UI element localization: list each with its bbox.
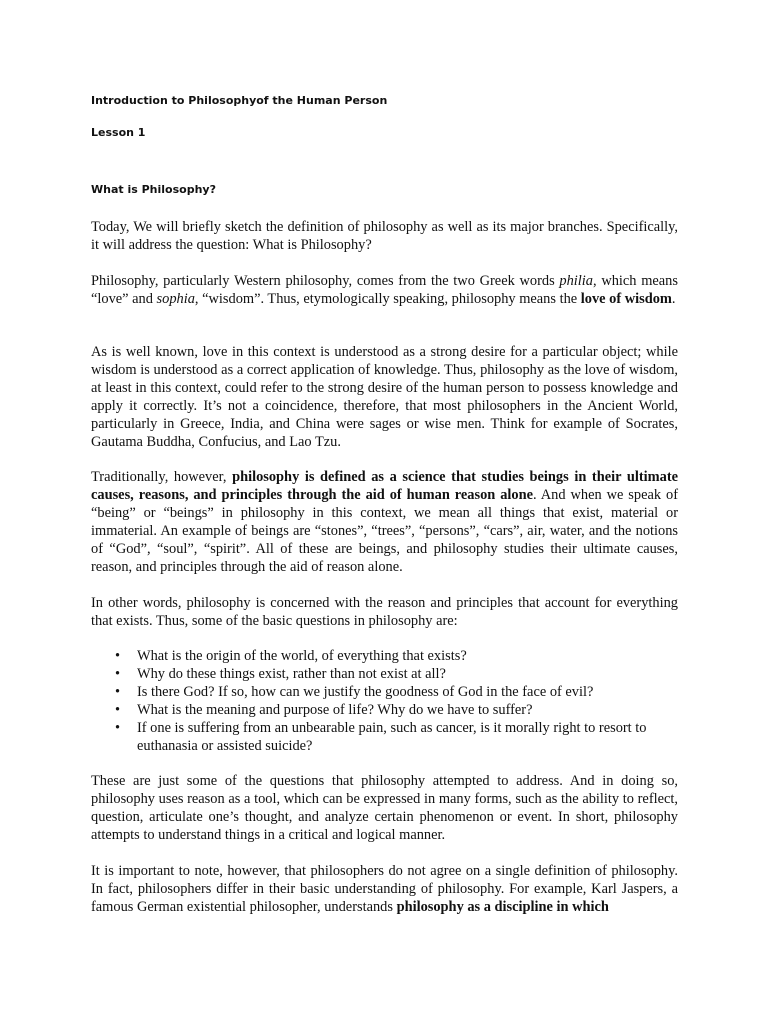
paragraph-text: , which means “love” and (91, 273, 678, 308)
emphasis-love-of-wisdom: love of wisdom (580, 291, 672, 308)
paragraph-basic-questions: In other words, philosophy is concerned with the reason and principles that account for everything that exists. Thus, some of the basic questions in philosophy are: (91, 595, 678, 630)
paragraph-text: It is important to note, however, that philosophers do not agree on a single definition of philosophy. In fact, philosophers differ in their basic understanding of philosophy. For example, Karl Jaspers, a famous German existential philosopher, understands (91, 863, 678, 916)
paragraph-love-and-wisdom: As is well known, love in this context is understood as a strong desire for a particular object; while wisdom is understood as a correct application of knowledge. Thus, philosophy as the love of wisdom, at least in this context, could refer to the strong desire of the human person to possess knowledge and apply it correctly. It’s not a coincidence, therefore, that most philosophers in the Ancient World, particularly in Greece, India, and China were sages or wise men. Think for example of Socrates, Gautama Buddha, Confucius, and Lao Tzu. (91, 344, 678, 451)
paragraph-text: . (671, 291, 676, 308)
paragraph-reason-as-tool: These are just some of the questions that philosophy attempted to address. And in doing so, philosophy uses reason as a tool, which can be expressed in many forms, such as the ability to reflect, question, articulate one’s thought, and analyze certain phenomenon or event. In short, philosophy attempts to understand things in a critical and logical manner. (91, 773, 678, 844)
greek-word-philia: philia (559, 273, 593, 289)
list-item (91, 683, 681, 701)
document-title: Introduction to Philosophyof the Human Person (91, 94, 388, 107)
list-item (91, 719, 681, 755)
bullet-icon: • (115, 648, 121, 664)
paragraph-text: , “wisdom”. Thus, etymologically speaking, philosophy means the (194, 291, 581, 308)
questions-list (91, 647, 681, 756)
paragraph-etymology (91, 272, 678, 308)
bullet-icon: • (115, 684, 121, 701)
bullet-icon: • (115, 666, 121, 683)
paragraph-text: Traditionally, however, (91, 469, 233, 485)
greek-word-sophia: sophia (156, 291, 195, 308)
list-item-text: What is the origin of the world, of everything that exists? (137, 648, 467, 664)
bullet-icon: • (115, 702, 121, 719)
emphasis-definition: philosophy is defined as a science that studies beings in their ultimate causes, reasons, and principles through the aid of human reason alone (91, 469, 678, 504)
list-item-text: Is there God? If so, how can we justify the goodness of God in the face of evil? (137, 684, 594, 701)
lesson-label: Lesson 1 (91, 126, 146, 139)
bullet-icon: • (115, 720, 121, 737)
list-item (91, 647, 681, 665)
list-item-text: If one is suffering from an unbearable pain, such as cancer, is it morally right to resort to euthanasia or assisted suicide? (137, 720, 647, 755)
emphasis-jaspers: philosophy as a discipline in which (396, 899, 609, 916)
paragraph-differing-definitions (91, 862, 678, 916)
list-item-text: Why do these things exist, rather than not exist at all? (137, 666, 446, 683)
paragraph-intro: Today, We will briefly sketch the definition of philosophy as well as its major branches. Specifically, it will address the question: What is Philosophy? (91, 219, 678, 254)
list-item-text: What is the meaning and purpose of life? Why do we have to suffer? (137, 702, 533, 719)
paragraph-text: Philosophy, particularly Western philosophy, comes from the two Greek words (91, 273, 560, 289)
paragraph-text: . And when we speak of “being” or “beings” in philosophy in this context, we mean all things that exist, material or immaterial. An example of beings are “stones”, “trees”, “persons”, “cars”, air, water, and the notions of “God”, “soul”, “spirit”. All of these are beings, and philosophy studies their ultimate causes, reason, and principles through the aid of reason alone. (91, 487, 679, 576)
list-item (91, 701, 681, 719)
section-heading: What is Philosophy? (91, 183, 216, 196)
list-item (91, 665, 681, 683)
paragraph-traditional-definition (91, 468, 678, 577)
